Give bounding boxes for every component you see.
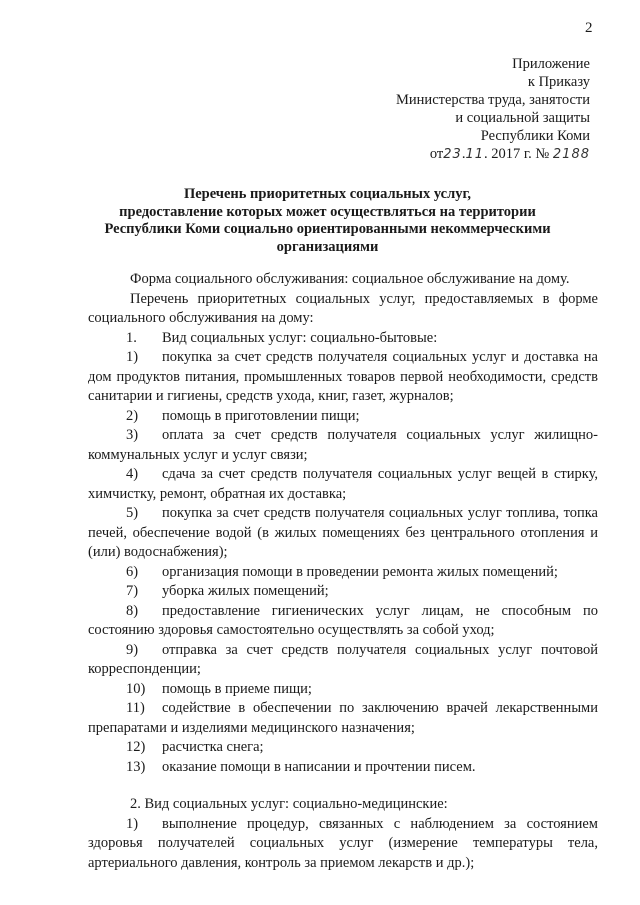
appendix-header (330, 55, 590, 164)
list-item (88, 815, 598, 874)
item-number: 13) (126, 758, 146, 775)
document-title (60, 186, 595, 256)
item-number: 3) (126, 427, 139, 443)
item-number: 12) (126, 739, 146, 755)
title-line: Перечень приоритетных социальных услуг, (183, 186, 472, 202)
order-reference: от23.11. 2017 г. № 2188 (429, 146, 590, 162)
title-line: предоставление которых может осуществляться на территории (119, 203, 536, 220)
item-text: предоставление гигиенических услуг лицам, не способным по состоянию здоровья самостоятельно осуществлять за собой уход; (88, 602, 598, 638)
item-text: организация помощи в проведении ремонта жилых помещений; (162, 563, 558, 580)
list-item (88, 641, 598, 680)
list-item (88, 602, 598, 641)
item-text: покупка за счет средств получателя социальных услуг топлива, топка печей, обеспечение водой (в жилых помещениях без центрального отопления и (или) водоснабжения); (88, 505, 598, 560)
item-number: 6) (126, 563, 139, 580)
appendix-line: к Приказу (527, 74, 590, 90)
section-number: 1. (126, 329, 137, 346)
list-item (88, 426, 598, 465)
item-text: оказание помощи в написании и прочтении писем. (162, 758, 476, 775)
order-prefix: от (429, 146, 444, 162)
item-number: 1) (126, 815, 139, 832)
page-number: 2 (585, 20, 593, 36)
list-item (88, 407, 598, 427)
appendix-line: Приложение (512, 56, 590, 72)
services-intro: Перечень приоритетных социальных услуг, предоставляемых в форме социального обслуживания на дому: (88, 290, 598, 326)
list-item (88, 758, 598, 778)
item-text: покупка за счет средств получателя социальных услуг и доставка на дом продуктов питания, промышленных товаров первой необходимости, средств санитарии и гигиены, средств ухода, книг, газет, журналов; (88, 349, 598, 404)
section-spacer (88, 777, 598, 795)
item-text: расчистка снега; (162, 739, 264, 755)
section-heading: 2. Вид социальных услуг: социально-медицинские: (130, 796, 448, 812)
list-item (88, 348, 598, 407)
item-number: 7) (126, 583, 139, 599)
title-line: Республики Коми социально ориентированными некоммерческими (104, 221, 551, 237)
list-item (88, 504, 598, 563)
appendix-line: Министерства труда, занятости (396, 92, 590, 108)
item-text: помощь в приготовлении пищи; (162, 407, 360, 424)
document-body (88, 270, 598, 873)
list-item (88, 680, 598, 700)
order-number-handwritten: 2188 (552, 147, 590, 162)
order-day-handwritten: 23 (443, 147, 462, 162)
item-number: 8) (126, 602, 139, 619)
order-year: 2017 г. № (491, 146, 550, 162)
list-item (88, 582, 598, 602)
item-number: 4) (126, 466, 139, 482)
appendix-line: Республики Коми (480, 128, 590, 144)
list-item (88, 465, 598, 504)
service-form: Форма социального обслуживания: социальное обслуживание на дому. (130, 271, 570, 287)
title-line: организациями (276, 238, 379, 255)
item-text: помощь в приеме пищи; (162, 680, 312, 697)
item-number: 10) (126, 680, 146, 697)
item-text: сдача за счет средств получателя социальных услуг вещей в стирку, химчистку, ремонт, обратная их доставка; (88, 466, 598, 502)
item-number: 5) (126, 505, 139, 521)
item-text: выполнение процедур, связанных с наблюдением за состоянием здоровья получателей социальных услуг (измерение температуры тела, артериального давления, контроль за приемом лекарств и др.); (88, 815, 598, 871)
list-item (88, 563, 598, 583)
item-text: отправка за счет средств получателя социальных услуг почтовой корреспонденции; (88, 641, 598, 677)
item-text: содействие в обеспечении по заключению врачей лекарственными препаратами и изделиями медицинского назначения; (88, 700, 598, 736)
item-text: уборка жилых помещений; (162, 583, 329, 599)
item-text: оплата за счет средств получателя социальных услуг жилищно-коммунальных услуг и услуг связи; (88, 427, 598, 463)
order-month-handwritten: 11 (465, 147, 484, 162)
item-number: 1) (126, 349, 139, 365)
list-item (88, 699, 598, 738)
item-number: 11) (126, 700, 145, 716)
appendix-line: и социальной защиты (455, 110, 590, 126)
list-item (88, 738, 598, 758)
item-number: 9) (126, 641, 139, 658)
item-number: 2) (126, 407, 139, 424)
section-heading (88, 329, 598, 349)
section-title: Вид социальных услуг: социально-бытовые: (162, 329, 438, 346)
